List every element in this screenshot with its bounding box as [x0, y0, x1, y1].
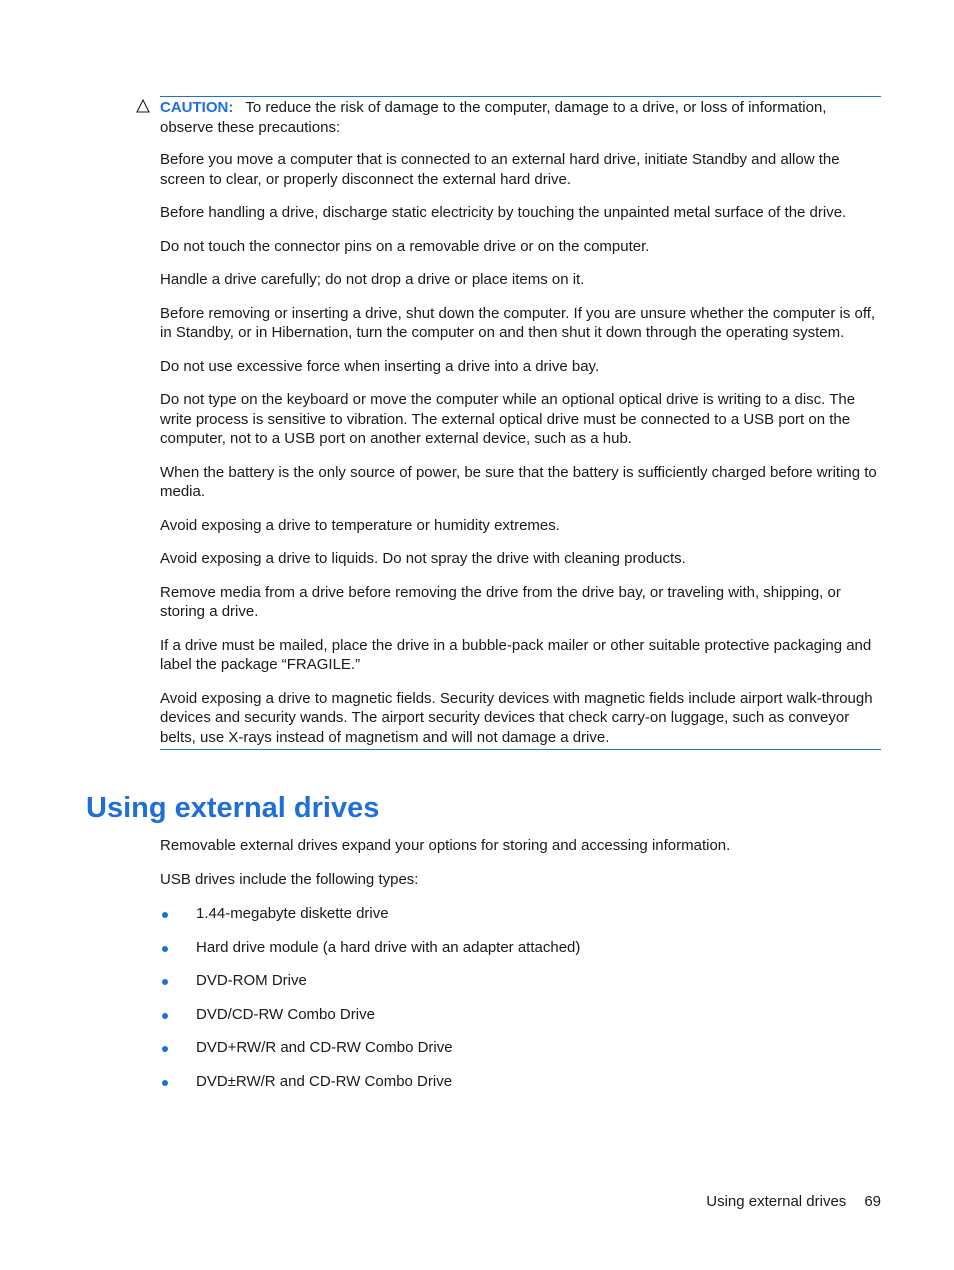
list-item-text: DVD/CD-RW Combo Drive — [196, 1005, 375, 1023]
page-footer — [706, 1192, 881, 1212]
caution-notice — [160, 96, 881, 750]
caution-item: Before handling a drive, discharge static electricity by touching the unpainted metal surface of the drive. — [160, 204, 847, 221]
list-item-text: DVD+RW/R and CD-RW Combo Drive — [196, 1039, 453, 1057]
caution-item: Remove media from a drive before removing the drive from the drive bay, or traveling with, shipping, or storing a drive. — [160, 583, 841, 620]
caution-intro-paragraph — [160, 98, 881, 138]
list-item — [160, 1072, 580, 1092]
caution-item: When the battery is the only source of power, be sure that the battery is sufficiently charged before writing to media. — [160, 463, 877, 500]
bullet-icon — [162, 1013, 168, 1019]
caution-item: Before you move a computer that is connected to an external hard drive, initiate Standby and allow the screen to clear, or properly disconnect the external hard drive. — [160, 151, 840, 188]
caution-intro: To reduce the risk of damage to the computer, damage to a drive, or loss of information, observe these precautions: — [160, 99, 827, 136]
caution-item: Avoid exposing a drive to temperature or humidity extremes. — [160, 516, 560, 534]
section-intro: Removable external drives expand your options for storing and accessing information. — [160, 837, 731, 854]
list-item — [160, 904, 580, 924]
caution-item: Do not type on the keyboard or move the computer while an optional optical drive is writing to a disc. The write process is sensitive to vibration. The external optical drive must be connected to a USB port on the computer, not to a USB port on another external device, such as a hub. — [160, 391, 856, 447]
bullet-icon — [162, 1046, 168, 1052]
caution-item: Avoid exposing a drive to magnetic fields. Security devices with magnetic fields include airport walk-through devices and security wands. The airport security devices that check carry-on luggage, such as conveyor belts, use X-rays instead of magnetism and will not damage a drive. — [160, 689, 873, 746]
warning-triangle-icon — [136, 99, 150, 113]
list-item — [160, 971, 580, 991]
bullet-icon — [162, 1080, 168, 1086]
list-item — [160, 938, 580, 958]
footer-section-name: Using external drives — [706, 1193, 847, 1210]
section-heading: Using external drives — [86, 792, 380, 824]
bullet-icon — [162, 912, 168, 918]
caution-item: Avoid exposing a drive to liquids. Do not spray the drive with cleaning products. — [160, 550, 686, 567]
list-intro: USB drives include the following types: — [160, 871, 419, 888]
list-item-text: DVD±RW/R and CD-RW Combo Drive — [196, 1072, 453, 1090]
bullet-icon — [162, 979, 168, 985]
caution-item: Do not use excessive force when inserting a drive into a drive bay. — [160, 357, 600, 375]
list-item — [160, 1038, 580, 1058]
list-item-text: DVD-ROM Drive — [196, 972, 307, 990]
list-item-text: Hard drive module (a hard drive with an adapter attached) — [196, 938, 581, 956]
caution-item: If a drive must be mailed, place the drive in a bubble-pack mailer or other suitable protective packaging and label the package “FRAGILE.” — [160, 636, 872, 673]
caution-item: Do not touch the connector pins on a removable drive or on the computer. — [160, 237, 650, 255]
bullet-icon — [162, 946, 168, 952]
list-item-text: 1.44-megabyte diskette drive — [196, 905, 389, 922]
drive-types-list — [160, 904, 580, 1106]
caution-label: CAUTION: — [160, 99, 234, 116]
caution-item: Handle a drive carefully; do not drop a drive or place items on it. — [160, 271, 585, 288]
page-number: 69 — [864, 1193, 881, 1210]
list-item — [160, 1005, 580, 1025]
caution-item: Before removing or inserting a drive, shut down the computer. If you are unsure whether the computer is off, in Standby, or in Hibernation, turn the computer on and then shut it down through the operating system. — [160, 304, 876, 341]
